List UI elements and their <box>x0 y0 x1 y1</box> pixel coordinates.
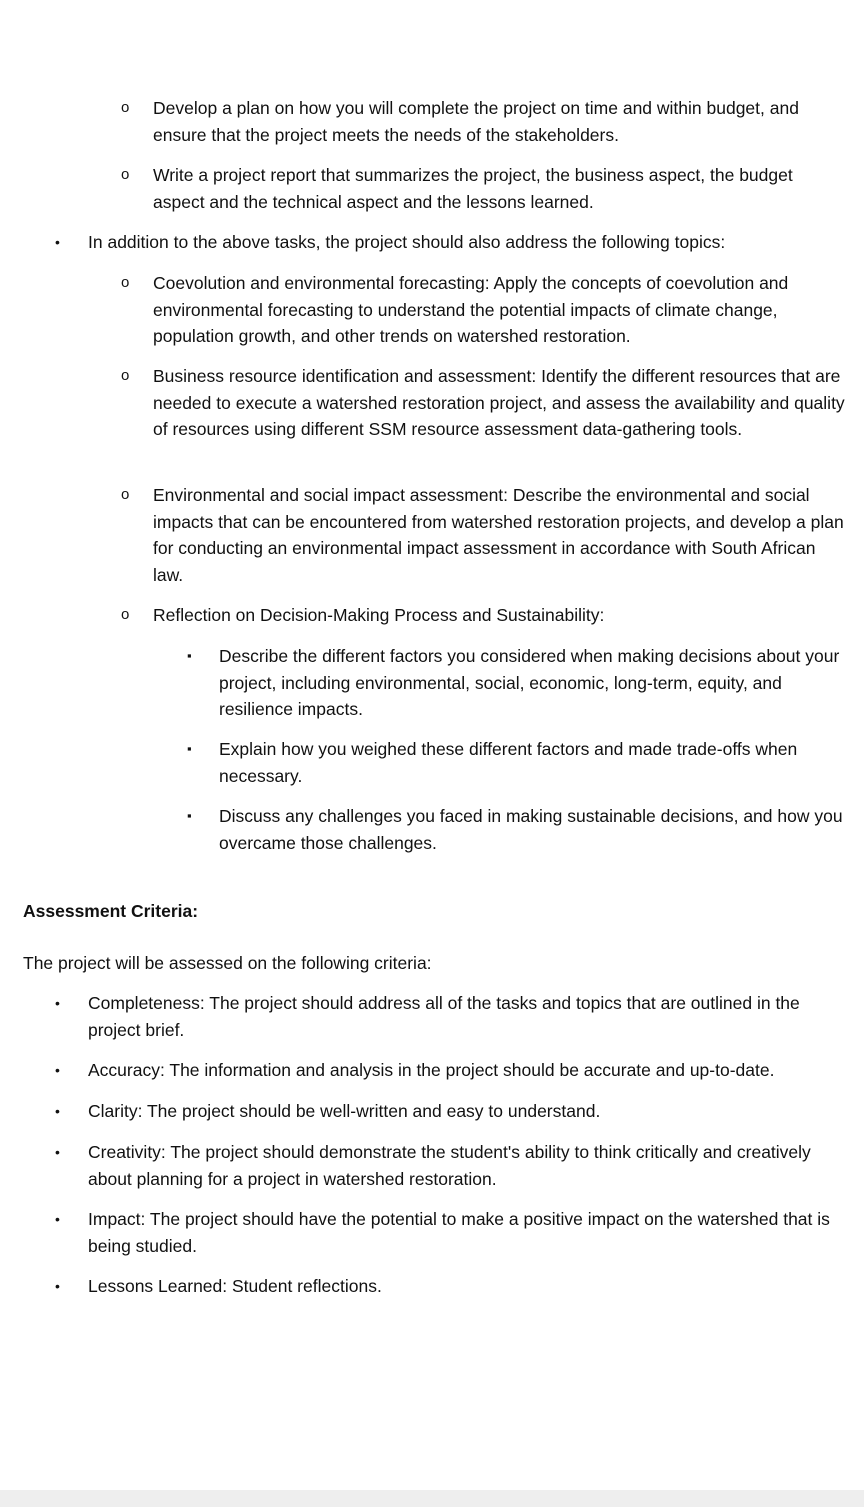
hollow-bullet-icon: o <box>121 486 130 503</box>
square-bullet-icon: ▪ <box>187 648 192 663</box>
list-item-text: Reflection on Decision-Making Process and Sustainability: <box>153 605 605 625</box>
list-item <box>55 229 848 256</box>
list-item <box>121 95 848 148</box>
hollow-bullet-icon: o <box>121 166 130 183</box>
list-item <box>187 803 844 856</box>
list-item <box>55 1057 848 1084</box>
page-bottom-edge <box>0 1490 864 1507</box>
list-item-text: Environmental and social impact assessment: Describe the environmental and social impacts that can be encountered from watershed restoration projects, and develop a plan for conducting an environmental impact assessment in accordance with South African law. <box>153 485 844 585</box>
list-item-text: Creativity: The project should demonstrate the student's ability to think critically and creatively about planning for a project in watershed restoration. <box>88 1142 811 1189</box>
list-item-text: Describe the different factors you considered when making decisions about your project, including environmental, social, economic, long-term, equity, and resilience impacts. <box>219 646 840 719</box>
list-item-text: Clarity: The project should be well-written and easy to understand. <box>88 1101 601 1121</box>
list-item-text: Write a project report that summarizes the project, the business aspect, the budget aspect and the technical aspect and the lessons learned. <box>153 165 793 212</box>
section-intro: The project will be assessed on the following criteria: <box>23 953 432 973</box>
hollow-bullet-icon: o <box>121 99 130 116</box>
list-item-text: Develop a plan on how you will complete the project on time and within budget, and ensure that the project meets the needs of the stakeholders. <box>153 98 799 145</box>
list-item <box>121 363 848 443</box>
list-item-text: Completeness: The project should address all of the tasks and topics that are outlined in the project brief. <box>88 993 800 1040</box>
list-item-text: Lessons Learned: Student reflections. <box>88 1276 382 1296</box>
list-item <box>121 162 848 215</box>
list-item-text: Impact: The project should have the potential to make a positive impact on the watershed that is being studied. <box>88 1209 830 1256</box>
bullet-icon: • <box>55 1103 60 1119</box>
list-item-text: Business resource identification and assessment: Identify the different resources that are needed to execute a watershed restoration project, and assess the availability and quality of resources using different SSM resource assessment data-gathering tools. <box>153 366 845 439</box>
list-item <box>55 1098 848 1125</box>
section-heading: Assessment Criteria: <box>23 901 199 921</box>
list-item-text: Coevolution and environmental forecasting: Apply the concepts of coevolution and environmental forecasting to understand the potential impacts of climate change, population growth, and other trends on watershed restoration. <box>153 273 789 346</box>
bullet-icon: • <box>55 1062 60 1078</box>
hollow-bullet-icon: o <box>121 274 130 291</box>
list-item <box>121 482 848 588</box>
list-item <box>55 1139 848 1192</box>
hollow-bullet-icon: o <box>121 367 130 384</box>
list-item <box>55 990 848 1043</box>
list-item-text: Discuss any challenges you faced in making sustainable decisions, and how you overcame those challenges. <box>219 806 843 853</box>
bullet-icon: • <box>55 995 60 1011</box>
list-item-text: Accuracy: The information and analysis in the project should be accurate and up-to-date. <box>88 1060 775 1080</box>
list-item <box>187 643 844 723</box>
list-item <box>55 1273 848 1300</box>
list-item <box>187 736 844 789</box>
hollow-bullet-icon: o <box>121 606 130 623</box>
list-item <box>121 270 848 350</box>
bullet-icon: • <box>55 1144 60 1160</box>
bullet-icon: • <box>55 1211 60 1227</box>
list-item-text: In addition to the above tasks, the project should also address the following topics: <box>88 232 726 252</box>
list-item-text: Explain how you weighed these different factors and made trade-offs when necessary. <box>219 739 798 786</box>
square-bullet-icon: ▪ <box>187 808 192 823</box>
list-item <box>55 1206 848 1259</box>
square-bullet-icon: ▪ <box>187 741 192 756</box>
bullet-icon: • <box>55 1278 60 1294</box>
bullet-icon: • <box>55 234 60 250</box>
list-item <box>121 602 848 629</box>
